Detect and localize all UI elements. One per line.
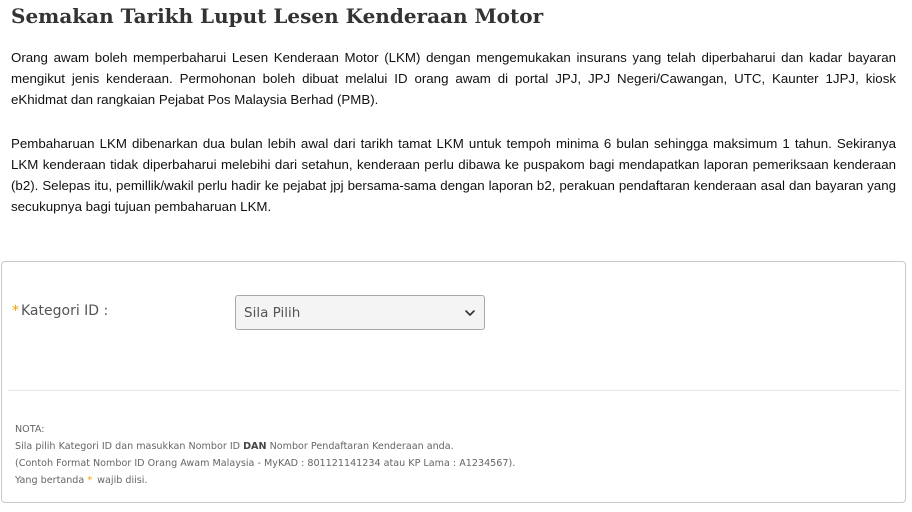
kategori-id-selected-value: Sila Pilih xyxy=(244,305,301,321)
intro-paragraph-1: Orang awam boleh memperbaharui Lesen Kenderaan Motor (LKM) dengan mengemukakan insurans yang telah diperbaharui dan kadar bayaran mengikut jenis kenderaan. Permohonan boleh dibuat melalui ID orang awam di portal JPJ, JPJ Negeri/Cawangan, UTC, Kaunter 1JPJ, kiosk eKhidmat dan rangkaian Pejabat Pos Malaysia Berhad (PMB). xyxy=(11,50,896,107)
search-form-panel xyxy=(1,261,906,503)
intro-paragraph-2: Pembaharuan LKM dibenarkan dua bulan lebih awal dari tarikh tamat LKM untuk tempoh minima 6 bulan sehingga maksimum 1 tahun. Sekiranya LKM kenderaan tidak diperbaharui melebihi dari setahun, kenderaan perlu dibawa ke puspakom bagi mendapatkan laporan pemeriksaan kenderaan (b2). Selepas itu, pemillik/wakil perlu hadir ke pejabat jpj bersama-sama dengan laporan b2, perakuan pendaftaran kenderaan asal dan bayaran yang secukupnya bagi tujuan pembaharuan LKM. xyxy=(11,136,896,214)
chevron-down-icon xyxy=(464,308,476,318)
notes-line-1-before: Sila pilih Kategori ID dan masukkan Nombor ID xyxy=(15,441,244,452)
notes-line-2: (Contoh Format Nombor ID Orang Awam Malaysia - MyKAD : 801121141234 atau KP Lama : A1234567). xyxy=(15,458,516,469)
notes-line-1-after: Nombor Pendaftaran Kenderaan anda. xyxy=(266,441,454,452)
kategori-id-row xyxy=(12,295,892,331)
notes-line-3-before: Yang bertanda xyxy=(15,475,88,486)
page-title: Semakan Tarikh Luput Lesen Kenderaan Motor xyxy=(11,4,544,28)
notes-line-3 xyxy=(15,472,515,489)
notes-line-1-strong: DAN xyxy=(243,441,267,452)
notes-heading: NOTA: xyxy=(15,424,45,435)
notes-required-star: * xyxy=(87,475,93,486)
kategori-id-select[interactable] xyxy=(235,295,485,330)
kategori-id-label-text: Kategori ID : xyxy=(21,303,109,319)
notes-line-3-after: wajib diisi. xyxy=(94,475,148,486)
form-divider xyxy=(8,390,900,391)
notes-line-1 xyxy=(15,438,515,455)
form-notes xyxy=(15,421,515,489)
kategori-id-label xyxy=(12,303,108,319)
required-star: * xyxy=(12,303,19,319)
